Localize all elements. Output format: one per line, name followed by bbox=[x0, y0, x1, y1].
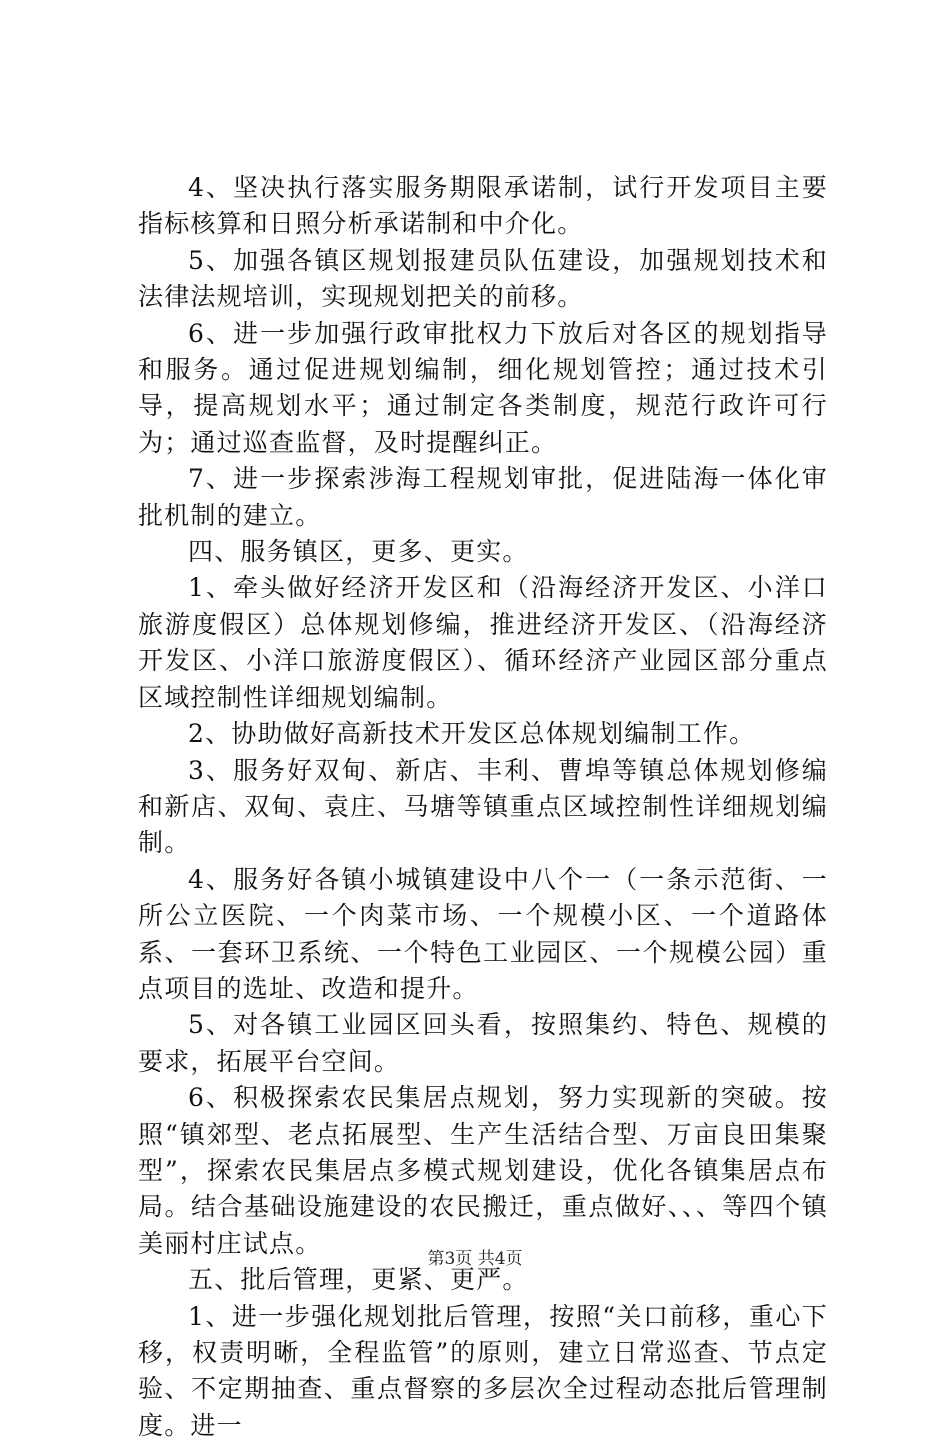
section-heading-4: 四、服务镇区，更多、更实。 bbox=[188, 537, 529, 567]
paragraph-item-4-2: 2、协助做好高新技术开发区总体规划编制工作。 bbox=[188, 719, 756, 749]
page-number-footer: 第3页 共4页 bbox=[427, 1249, 523, 1269]
paragraph-item-6: 6、进一步加强行政审批权力下放后对各区的规划指导和服务。通过促进规划编制，细化规划管控；通过技术引导，提高规划水平；通过制定各类制度，规范行政许可行为；通过巡查监督，及时提醒纠正。 bbox=[138, 318, 828, 457]
paragraph-item-4-6: 6、积极探索农民集居点规划，努力实现新的突破。按照“镇郊型、老点拓展型、生产生活结合型、万亩良田集聚型”，探索农民集居点多模式规划建设，优化各镇集居点布局。结合基础设施建设的农民搬迁，重点做好、、、等四个镇美丽村庄试点。 bbox=[138, 1083, 828, 1258]
section-heading-5: 五、批后管理，更紧、更严。 bbox=[188, 1265, 529, 1295]
paragraph-item-4-1: 1、牵头做好经济开发区和（沿海经济开发区、小洋口旅游度假区）总体规划修编，推进经济开发区、（沿海经济开发区、小洋口旅游度假区）、循环经济产业园区部分重点区域控制性详细规划编制。 bbox=[138, 573, 828, 712]
paragraph-item-4-4: 4、服务好各镇小城镇建设中八个一（一条示范街、一所公立医院、一个肉菜市场、一个规模小区、一个道路体系、一套环卫系统、一个特色工业园区、一个规模公园）重点项目的选址、改造和提升。 bbox=[138, 864, 828, 1003]
paragraph-item-5: 5、加强各镇区规划报建员队伍建设，加强规划技术和法律法规培训，实现规划把关的前移。 bbox=[138, 245, 828, 312]
paragraph-item-4-3: 3、服务好双甸、新店、丰利、曹埠等镇总体规划修编和新店、双甸、袁庄、马塘等镇重点区域控制性详细规划编制。 bbox=[138, 755, 828, 858]
paragraph-item-4-5: 5、对各镇工业园区回头看，按照集约、特色、规模的要求，拓展平台空间。 bbox=[138, 1010, 828, 1076]
paragraph-item-4: 4、坚决执行落实服务期限承诺制，试行开发项目主要指标核算和日照分析承诺制和中介化。 bbox=[138, 173, 828, 239]
paragraph-item-5-1: 1、进一步强化规划批后管理，按照“关口前移，重心下移，权责明晰，全程监管”的原则，建立日常巡查、节点定验、不定期抽查、重点督察的多层次全过程动态批后管理制度。进一 bbox=[138, 1301, 828, 1440]
paragraph-item-7: 7、进一步探索涉海工程规划审批，促进陆海一体化审批机制的建立。 bbox=[138, 464, 828, 530]
